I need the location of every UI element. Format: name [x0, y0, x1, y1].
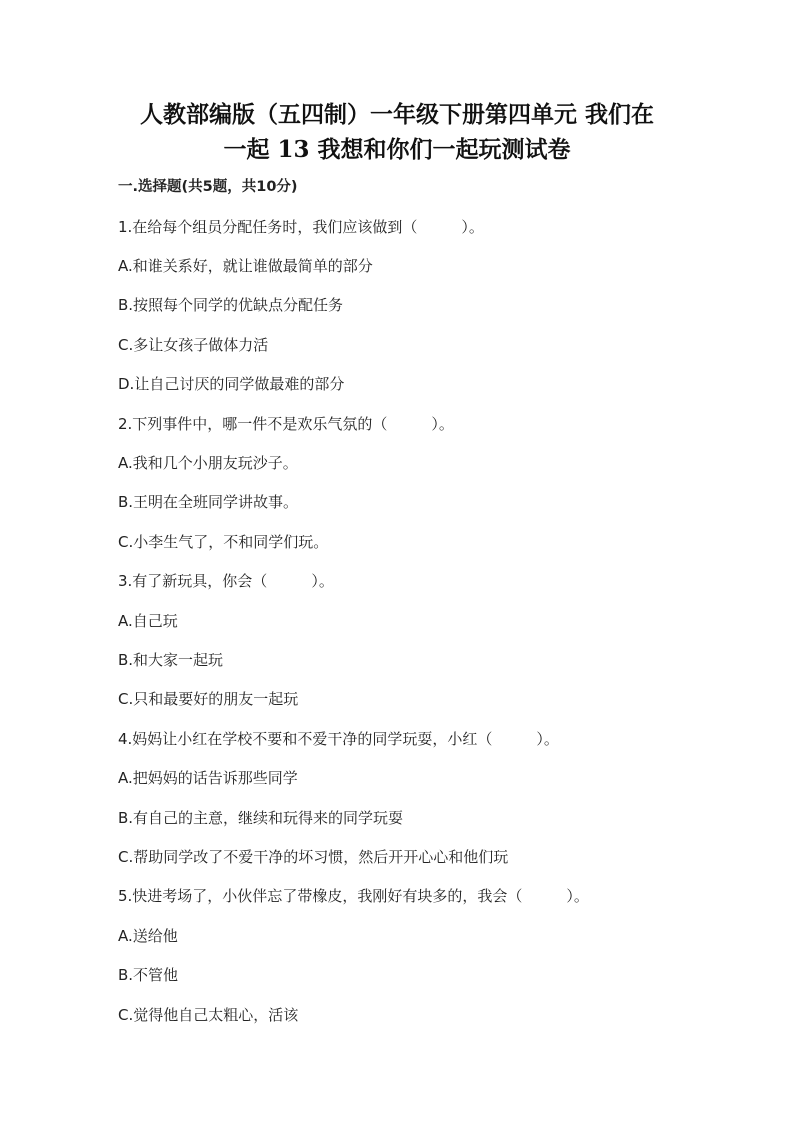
- question-3-option-c: C.只和最要好的朋友一起玩: [118, 690, 299, 708]
- question-1-stem: [118, 217, 484, 237]
- question-2-end: ）。: [431, 415, 454, 433]
- question-1-option-d: D.让自己讨厌的同学做最难的部分: [118, 375, 345, 393]
- question-1-text: 1.在给每个组员分配任务时，我们应该做到（: [118, 218, 418, 236]
- question-3-option-a: A.自己玩: [118, 612, 178, 630]
- question-5-end: ）。: [566, 887, 589, 905]
- question-4-option-b: B.有自己的主意，继续和玩得来的同学玩耍: [118, 809, 404, 827]
- question-4-option-a: A.把妈妈的话告诉那些同学: [118, 769, 298, 787]
- question-5-option-a: A.送给他: [118, 927, 178, 945]
- question-5-option-c: C.觉得他自己太粗心，活该: [118, 1006, 299, 1024]
- question-1-option-c: C.多让女孩子做体力活: [118, 336, 269, 354]
- question-2-text: 2.下列事件中，哪一件不是欢乐气氛的（: [118, 415, 388, 433]
- question-3-end: ）。: [311, 572, 334, 590]
- question-2-option-b: B.王明在全班同学讲故事。: [118, 493, 299, 511]
- question-4-text: 4.妈妈让小红在学校不要和不爱干净的同学玩耍，小红（: [118, 730, 493, 748]
- question-2-option-c: C.小李生气了，不和同学们玩。: [118, 533, 329, 551]
- question-2-stem: [118, 414, 454, 434]
- question-3-stem: [118, 571, 334, 591]
- section-heading: 一.选择题(共5题，共10分): [118, 179, 298, 195]
- document-title-line-1: 人教部编版（五四制）一年级下册第四单元 我们在: [139, 101, 654, 128]
- question-2-option-a: A.我和几个小朋友玩沙子。: [118, 454, 298, 472]
- document-title-line-2: 一起 13 我想和你们一起玩测试卷: [223, 136, 571, 163]
- question-3-text: 3.有了新玩具，你会（: [118, 572, 268, 590]
- question-4-end: ）。: [536, 730, 559, 748]
- question-5-text: 5.快进考场了，小伙伴忘了带橡皮，我刚好有块多的，我会（: [118, 887, 523, 905]
- question-1-option-b: B.按照每个同学的优缺点分配任务: [118, 296, 344, 314]
- question-1-option-a: A.和谁关系好，就让谁做最简单的部分: [118, 257, 373, 275]
- question-4-option-c: C.帮助同学改了不爱干净的坏习惯，然后开开心心和他们玩: [118, 848, 509, 866]
- question-5-stem: [118, 886, 589, 906]
- question-3-option-b: B.和大家一起玩: [118, 651, 224, 669]
- question-4-stem: [118, 729, 559, 749]
- question-1-end: ）。: [461, 218, 484, 236]
- question-5-option-b: B.不管他: [118, 966, 179, 984]
